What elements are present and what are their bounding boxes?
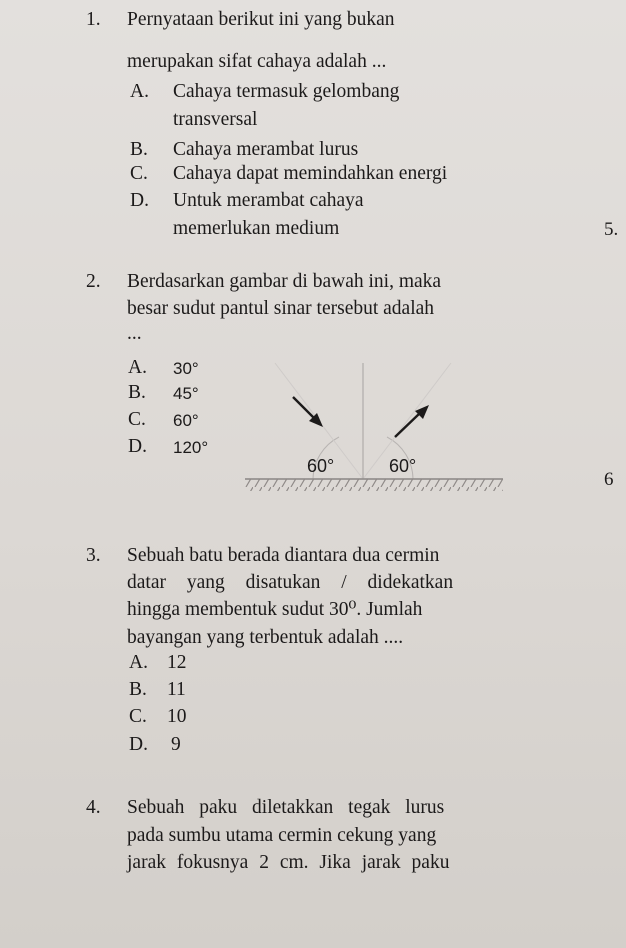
q3-option-a-text: 12 bbox=[167, 652, 187, 673]
q4-number: 4. bbox=[86, 797, 101, 818]
q1-stem-line-1 bbox=[127, 8, 549, 32]
q2-number: 2. bbox=[86, 271, 101, 292]
q1-option-b-letter: B. bbox=[130, 139, 148, 160]
q2-option-b-letter: B. bbox=[128, 382, 146, 403]
q1-stem-line-2: merupakan sifat cahaya adalah ... bbox=[127, 51, 387, 72]
q1-stem-line-1-text: Pernyataan berikut ini yang bukan bbox=[127, 9, 395, 30]
q1-option-c-letter: C. bbox=[130, 163, 148, 184]
q3-option-b-text: 11 bbox=[167, 679, 186, 700]
margin-number-5: 5. bbox=[604, 219, 619, 240]
q2-option-a-letter: A. bbox=[128, 357, 147, 378]
q4-stem-line-1: Sebuah paku diletakkan tegak lurus bbox=[127, 797, 445, 818]
incident-arrow bbox=[293, 397, 323, 427]
angle-label-right: 60° bbox=[389, 456, 417, 476]
q1-option-d-line-1: Untuk merambat cahaya bbox=[173, 190, 364, 211]
q2-stem-line-2: besar sudut pantul sinar tersebut adalah bbox=[127, 298, 435, 319]
margin-number-6: 6 bbox=[604, 469, 614, 490]
angle-label-left: 60° bbox=[307, 456, 335, 476]
q3-option-b-letter: B. bbox=[129, 679, 147, 700]
q3-option-a-letter: A. bbox=[129, 652, 148, 673]
reflection-diagram bbox=[235, 355, 515, 495]
q3-option-d-text: 9 bbox=[171, 734, 181, 755]
q4-stem-line-2: pada sumbu utama cermin cekung yang bbox=[127, 825, 437, 846]
q3-option-c-text: 10 bbox=[167, 706, 187, 727]
q1-number: 1. bbox=[86, 9, 101, 30]
q1-option-a-line-1: Cahaya termasuk gelombang bbox=[173, 81, 400, 102]
q1-option-d-line-2: memerlukan medium bbox=[173, 218, 340, 239]
q1-option-b-text: Cahaya merambat lurus bbox=[173, 139, 359, 160]
reflected-arrow bbox=[395, 405, 429, 437]
q3-stem-line-4: bayangan yang terbentuk adalah .... bbox=[127, 627, 404, 648]
q3-stem-line-2: datar yang disatukan / didekatkan bbox=[127, 572, 454, 593]
q3-number: 3. bbox=[86, 545, 101, 566]
q1-option-a-line-2: transversal bbox=[173, 109, 258, 130]
q2-option-b-text: 45° bbox=[173, 384, 199, 403]
q3-stem-line-3: hingga membentuk sudut 30⁰. Jumlah bbox=[127, 599, 423, 620]
q2-option-d-text: 120° bbox=[173, 438, 209, 457]
q3-option-d-letter: D. bbox=[129, 734, 148, 755]
q2-option-c-letter: C. bbox=[128, 409, 146, 430]
q1-option-d-letter: D. bbox=[130, 190, 149, 211]
q1-option-c-text: Cahaya dapat memindahkan energi bbox=[173, 163, 448, 184]
q2-stem-line-3: ... bbox=[127, 323, 142, 344]
q2-option-a-text: 30° bbox=[173, 359, 199, 378]
q3-stem-line-1: Sebuah batu berada diantara dua cermin bbox=[127, 545, 440, 566]
q3-option-c-letter: C. bbox=[129, 706, 147, 727]
q4-stem-line-3: jarak fokusnya 2 cm. Jika jarak paku bbox=[127, 852, 450, 873]
mirror-hatching bbox=[245, 479, 503, 491]
q2-option-c-text: 60° bbox=[173, 411, 199, 430]
q1-option-a-letter: A. bbox=[130, 81, 149, 102]
q2-stem-line-1: Berdasarkan gambar di bawah ini, maka bbox=[127, 271, 442, 292]
q2-option-d-letter: D. bbox=[128, 436, 147, 457]
